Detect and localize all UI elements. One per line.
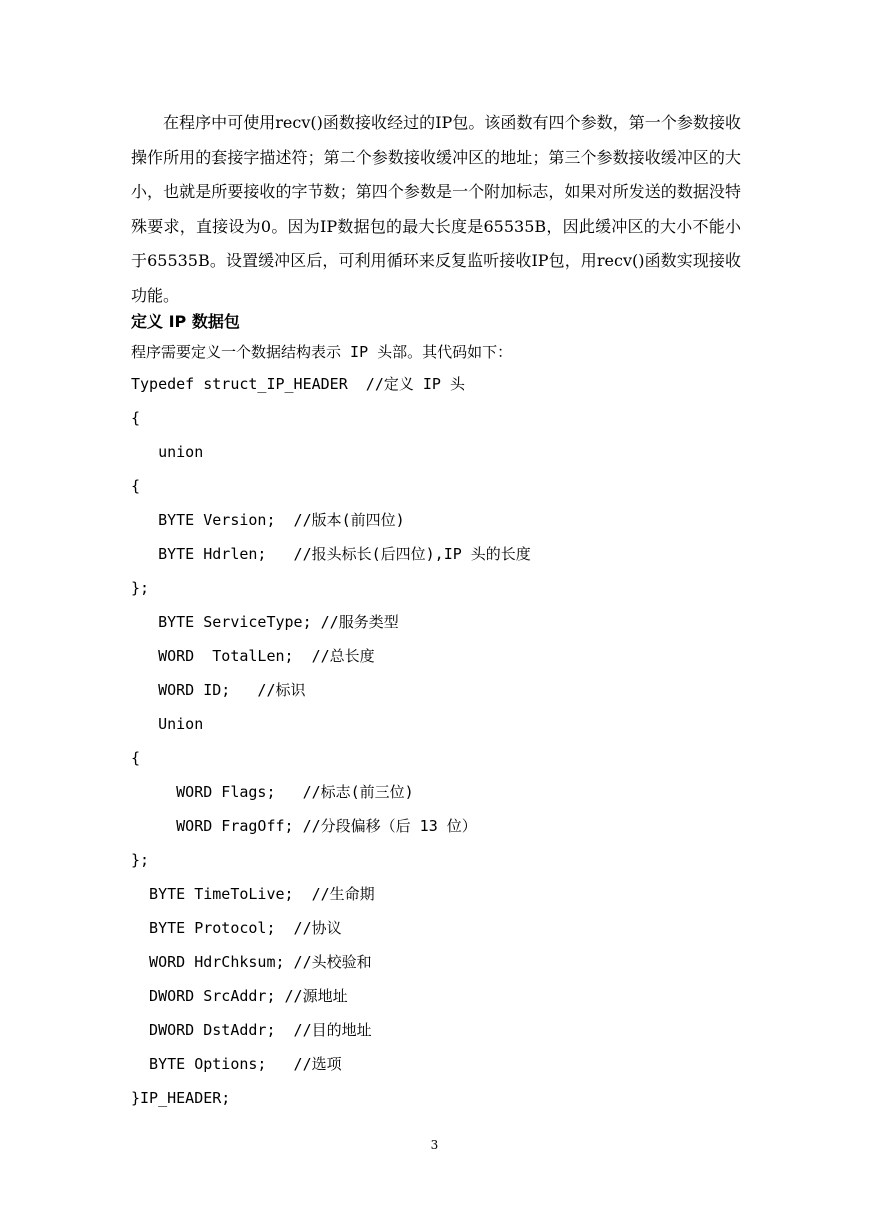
code-line: };	[131, 579, 150, 597]
code-line: WORD HdrChksum; //头校验和	[131, 953, 372, 971]
code-line: };	[131, 851, 150, 869]
intro-text: 程序需要定义一个数据结构表示 IP 头部。其代码如下：	[131, 343, 513, 361]
body-paragraph: 在程序中可使用recv()函数接收经过的IP包。该函数有四个参数，第一个参数接收操作所用的套接字描述符；第二个参数接收缓冲区的地址；第三个参数接收缓冲区的大小，也就是所要接收的字节数；第四个参数是一个附加标志，如果对所发送的数据没特殊要求，直接设为0。因为IP数据包的最大长度是65535B，因此缓冲区的大小不能小于65535B。设置缓冲区后，可利用循环来反复监听接收IP包，用recv()函数实现接收功能。	[131, 113, 741, 305]
code-line: Union	[131, 715, 204, 733]
code-line: union	[131, 443, 204, 461]
code-line: {	[131, 409, 141, 427]
page-number: 3	[430, 1138, 439, 1152]
code-line: WORD TotalLen; //总长度	[131, 647, 375, 665]
code-line: BYTE Hdrlen; //报头标长(后四位),IP 头的长度	[131, 545, 531, 563]
code-line: BYTE Version; //版本(前四位)	[131, 511, 405, 529]
code-line: }IP_HEADER;	[131, 1089, 231, 1107]
code-line: {	[131, 749, 141, 767]
code-line: WORD FragOff; //分段偏移（后 13 位）	[131, 817, 477, 835]
code-line: Typedef struct_IP_HEADER //定义 IP 头	[131, 375, 465, 393]
code-line: BYTE Protocol; //协议	[131, 919, 342, 937]
code-line: BYTE ServiceType; //服务类型	[131, 613, 399, 631]
code-line: WORD ID; //标识	[131, 681, 306, 699]
code-line: BYTE TimeToLive; //生命期	[131, 885, 375, 903]
code-line: DWORD SrcAddr; //源地址	[131, 987, 348, 1005]
section-heading: 定义 IP 数据包	[131, 312, 240, 331]
code-line: WORD Flags; //标志(前三位)	[131, 783, 414, 801]
code-line: {	[131, 477, 141, 495]
code-line: BYTE Options; //选项	[131, 1055, 342, 1073]
code-line: DWORD DstAddr; //目的地址	[131, 1021, 372, 1039]
